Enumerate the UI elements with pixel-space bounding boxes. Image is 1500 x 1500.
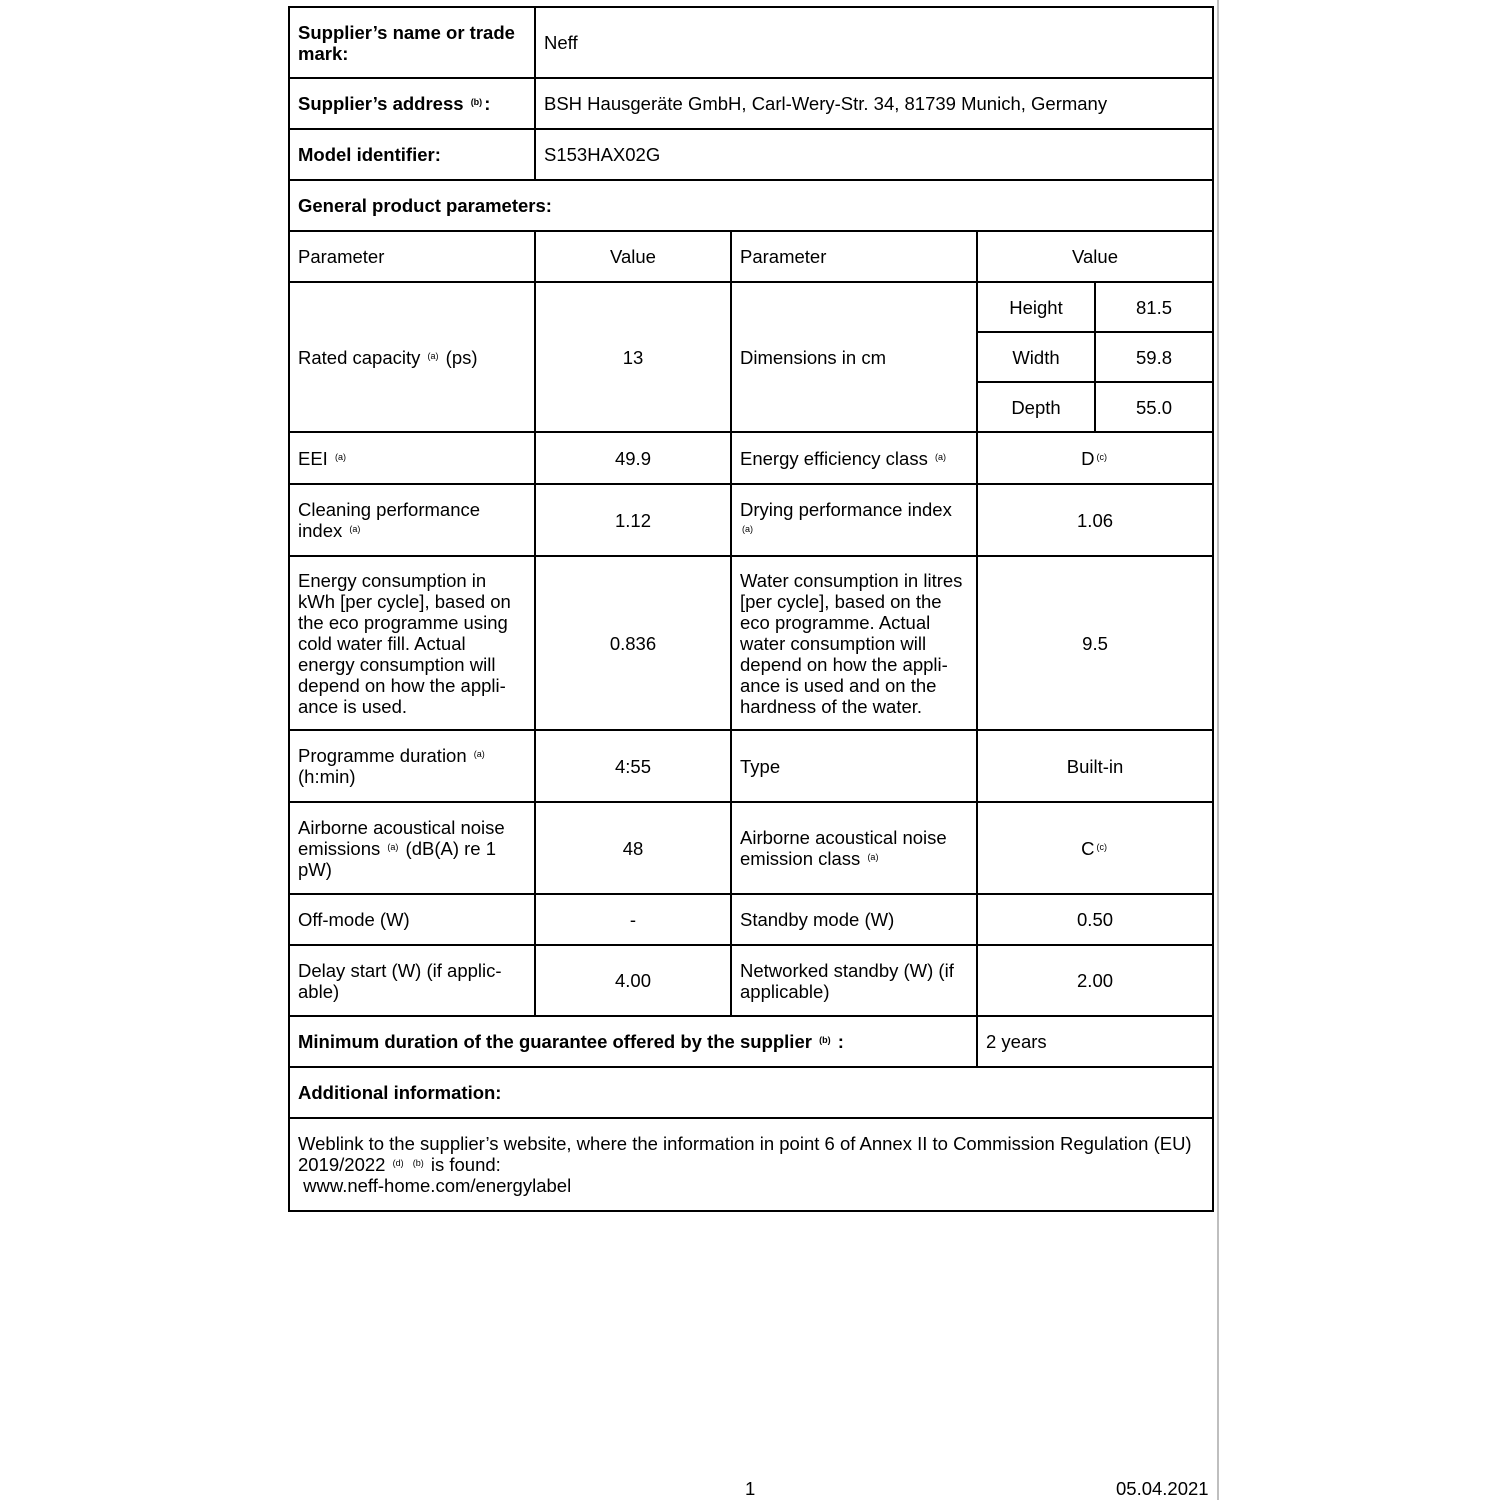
off-mode-label: Off-mode (W): [289, 894, 535, 945]
cleaning-text: Cleaning performance index: [298, 499, 481, 541]
energy-class-letter: D: [1081, 447, 1095, 469]
energy-consumption-value: 0.836: [535, 556, 731, 730]
model-row: [289, 129, 1213, 180]
document-date: 05.04.2021: [1116, 1478, 1209, 1499]
col-header-parameter-2: Parameter: [731, 231, 977, 282]
water-consumption-label: Water consumption in litres [per cycle], based on the eco programme. Actual water consumption will depend on how the appli-ance is used and on the hardness of the water.: [731, 556, 977, 730]
type-label: Type: [731, 730, 977, 802]
additional-title-row: [289, 1067, 1213, 1118]
energy-class-text: Energy efficiency class: [740, 447, 928, 469]
consumption-row: [289, 556, 1213, 730]
guarantee-value: 2 years: [977, 1016, 1213, 1067]
general-parameters-title: General product parameters:: [289, 180, 1213, 231]
standby-label: Standby mode (W): [731, 894, 977, 945]
noise-emissions-label: [289, 802, 535, 894]
page-edge-line: [1217, 0, 1219, 1500]
width-value: 59.8: [1095, 332, 1213, 382]
footnote-a: (a): [387, 841, 399, 852]
weblink-suffix: is found:: [430, 1154, 501, 1175]
noise-emissions-value: 48: [535, 802, 731, 894]
page-number: 1: [745, 1478, 756, 1499]
footnote-b: (b): [412, 1158, 424, 1168]
noise-emissions-unit: (dB(A) re 1 pW): [298, 837, 496, 880]
cleaning-value: 1.12: [535, 484, 731, 556]
address-colon: :: [484, 93, 491, 114]
rated-capacity-text: Rated capacity: [298, 346, 421, 368]
footnote-a: (a): [867, 852, 879, 862]
noise-class-value: [977, 802, 1213, 894]
networked-standby-label: Networked standby (W) (if applicable): [731, 945, 977, 1016]
supplier-value: Neff: [535, 7, 1213, 78]
weblink-cell: [289, 1118, 1213, 1211]
footnote-a: (a): [742, 524, 753, 534]
weblink-row: [289, 1118, 1213, 1211]
eei-row: [289, 432, 1213, 484]
noise-class-label: [731, 802, 977, 894]
energy-class-value: [977, 432, 1213, 484]
capacity-row: [289, 282, 1213, 332]
duration-row: [289, 730, 1213, 802]
col-header-value-2: Value: [977, 231, 1213, 282]
product-fiche-table: [288, 6, 1214, 1212]
footnote-a: (a): [473, 749, 485, 759]
drying-value: 1.06: [977, 484, 1213, 556]
energy-consumption-label: Energy consumption in kWh [per cycle], based on the eco programme using cold water fill. Actual energy consumption will depend on how the appli-ance is used.: [289, 556, 535, 730]
height-value: 81.5: [1095, 282, 1213, 332]
rated-capacity-value: 13: [535, 282, 731, 432]
drying-label: [731, 484, 977, 556]
standby-row: [289, 894, 1213, 945]
address-label: [289, 78, 535, 129]
column-header-row: [289, 231, 1213, 282]
networked-standby-value: 2.00: [977, 945, 1213, 1016]
address-label-text: Supplier’s address: [298, 93, 464, 114]
weblink-text: Weblink to the supplier’s website, where the information in point 6 of Annex II to Commission Regulation (EU) 2019/2022: [298, 1133, 1192, 1175]
noise-row: [289, 802, 1213, 894]
col-header-value: Value: [535, 231, 731, 282]
type-value: Built-in: [977, 730, 1213, 802]
col-header-parameter: Parameter: [289, 231, 535, 282]
guarantee-text: Minimum duration of the guarantee offered by the supplier: [298, 1031, 812, 1052]
standby-value: 0.50: [977, 894, 1213, 945]
additional-information-title: Additional information:: [289, 1067, 1213, 1118]
dimensions-label: Dimensions in cm: [731, 282, 977, 432]
supplier-weblink[interactable]: www.neff-home.com/energylabel: [303, 1175, 572, 1196]
footnote-c: (c): [1096, 841, 1107, 852]
noise-emissions-text: Airborne acoustical noise emissions: [298, 816, 505, 859]
eei-text: EEI: [298, 447, 328, 469]
guarantee-label: [289, 1016, 977, 1067]
depth-value: 55.0: [1095, 382, 1213, 432]
supplier-label: Supplier’s name or trade mark:: [289, 7, 535, 78]
height-label: Height: [977, 282, 1095, 332]
general-title-row: [289, 180, 1213, 231]
guarantee-row: [289, 1016, 1213, 1067]
footnote-d: (d): [392, 1158, 404, 1168]
programme-duration-unit: (h:min): [298, 766, 356, 787]
model-value: S153HAX02G: [535, 129, 1213, 180]
supplier-row: [289, 7, 1213, 78]
depth-label: Depth: [977, 382, 1095, 432]
water-consumption-value: 9.5: [977, 556, 1213, 730]
footnote-b: (b): [819, 1035, 831, 1045]
footnote-c: (c): [1096, 451, 1107, 462]
width-label: Width: [977, 332, 1095, 382]
footnote-a: (a): [934, 451, 946, 462]
delay-row: [289, 945, 1213, 1016]
energy-class-label: [731, 432, 977, 484]
footnote-a: (a): [349, 524, 361, 534]
model-label: Model identifier:: [289, 129, 535, 180]
footnote-a: (a): [427, 350, 439, 361]
eei-label: [289, 432, 535, 484]
rated-capacity-label: [289, 282, 535, 432]
footnote-b: (b): [470, 97, 483, 107]
delay-start-label: Delay start (W) (if applic-able): [289, 945, 535, 1016]
programme-duration-text: Programme duration: [298, 745, 467, 766]
programme-duration-label: [289, 730, 535, 802]
address-row: [289, 78, 1213, 129]
noise-class-letter: C: [1081, 837, 1095, 859]
guarantee-colon: :: [837, 1031, 844, 1052]
product-information-sheet: [288, 6, 1212, 1212]
eei-value: 49.9: [535, 432, 731, 484]
delay-start-value: 4.00: [535, 945, 731, 1016]
programme-duration-value: 4:55: [535, 730, 731, 802]
off-mode-value: -: [535, 894, 731, 945]
rated-capacity-unit: (ps): [445, 346, 478, 368]
footnote-a: (a): [334, 451, 346, 462]
noise-class-text: Airborne acoustical noise emission class: [740, 827, 947, 869]
address-value: BSH Hausgeräte GmbH, Carl-Wery-Str. 34, 81739 Munich, Germany: [535, 78, 1213, 129]
drying-text: Drying performance index: [740, 499, 952, 520]
cleaning-label: [289, 484, 535, 556]
performance-row: [289, 484, 1213, 556]
